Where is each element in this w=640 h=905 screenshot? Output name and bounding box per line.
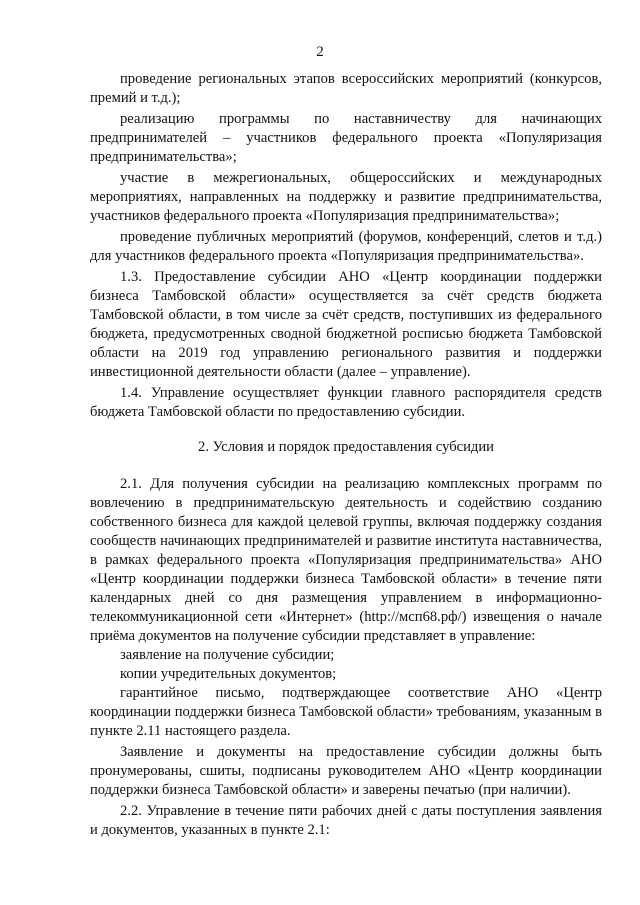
paragraph: 2.1. Для получения субсидии на реализацию комплексных программ по вовлечению в предпринимательскую деятельность и содействию созданию собственного бизнеса для каждой целевой группы, включая поддержку создания сообществ начинающих предпринимателей и развитие института наставничества, в рамках федерального проекта «Популяризация предпринимательства» АНО «Центр координации поддержки бизнеса Тамбовской области» в течение пяти календарных дней со дня размещения управлением в информационно-телекоммуникационной сети «Интернет» (http://мсп68.рф/) извещения о начале приёма документов на получение субсидии представляет в управление: — [90, 476, 602, 644]
paragraph: участие в межрегиональных, общероссийских и международных мероприятиях, направленных на поддержку и развитие предпринимательства, участников федерального проекта «Популяризация предпринимательства»; — [90, 170, 602, 224]
paragraph: проведение региональных этапов всероссийских мероприятий (конкурсов, премий и т.д.); — [90, 71, 602, 106]
paragraph: 1.3. Предоставление субсидии АНО «Центр координации поддержки бизнеса Тамбовской области» осуществляется за счёт средств бюджета Тамбовской области, в том числе за счёт средств, поступивших из федерального бюджета, предусмотренных сводной бюджетной росписью бюджета Тамбовской области на 2019 год управлению регионального развития и поддержки инвестиционной деятельности области (далее – управление). — [90, 269, 602, 380]
paragraph: 1.4. Управление осуществляет функции главного распорядителя средств бюджета Тамбовской области по предоставлению субсидии. — [90, 385, 602, 420]
paragraph: реализацию программы по наставничеству для начинающих предпринимателей – участников федерального проекта «Популяризация предпринимательства»; — [90, 111, 602, 165]
section-heading: 2. Условия и порядок предоставления субсидии — [198, 439, 494, 455]
paragraph: Заявление и документы на предоставление субсидии должны быть пронумерованы, сшиты, подписаны руководителем АНО «Центр координации поддержки бизнеса Тамбовской области» и заверены печатью (при наличии). — [90, 744, 602, 798]
list-item: заявление на получение субсидии; — [120, 647, 335, 663]
paragraph: 2.2. Управление в течение пяти рабочих дней с даты поступления заявления и документов, указанных в пункте 2.1: — [90, 803, 602, 838]
document-body — [90, 70, 602, 840]
page-number: 2 — [316, 44, 324, 60]
paragraph: проведение публичных мероприятий (форумов, конференций, слетов и т.д.) для участников федерального проекта «Популяризация предпринимательства». — [90, 229, 602, 264]
list-item: гарантийное письмо, подтверждающее соответствие АНО «Центр координации поддержки бизнеса Тамбовской области» требованиям, указанным в пункте 2.11 настоящего раздела. — [90, 685, 602, 739]
list-item: копии учредительных документов; — [120, 666, 337, 682]
